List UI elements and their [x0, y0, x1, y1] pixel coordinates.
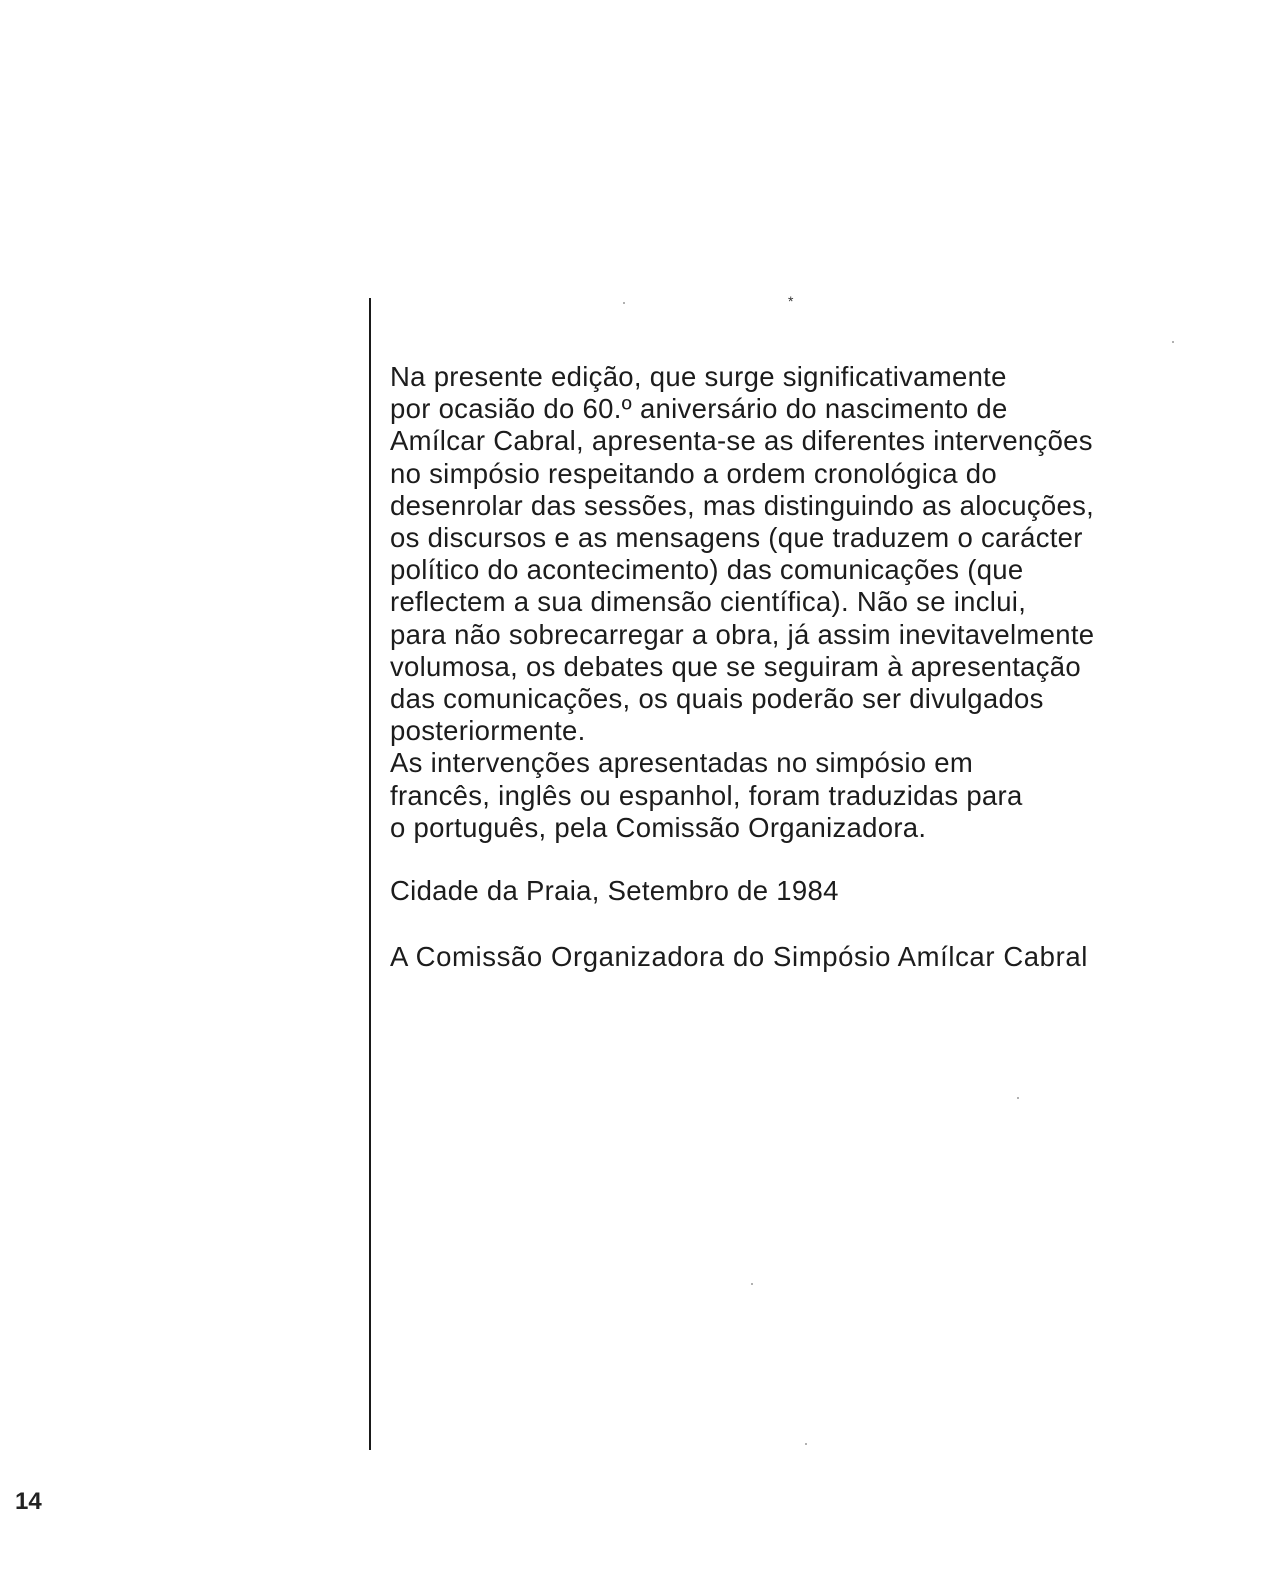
text-line: francês, inglês ou espanhol, foram traduzidas para: [390, 779, 1023, 811]
text-line: As intervenções apresentadas no simpósio em: [390, 747, 974, 779]
text-line: por ocasião do 60.º aniversário do nascimento de: [390, 393, 1008, 425]
scan-speck: [623, 302, 625, 304]
preface-paragraph: [390, 361, 1220, 844]
section-ornament: *: [788, 293, 794, 309]
text-line: o português, pela Comissão Organizadora.: [390, 811, 927, 843]
scan-speck: [1017, 1097, 1019, 1099]
text-line: das comunicações, os quais poderão ser divulgados: [390, 683, 1044, 715]
text-line: Amílcar Cabral, apresenta-se as diferentes intervenções: [390, 425, 1093, 457]
text-line: desenrolar das sessões, mas distinguindo as alocuções,: [390, 489, 1095, 521]
scan-speck: [805, 1443, 807, 1445]
text-line: posteriormente.: [390, 715, 586, 747]
signature-line: A Comissão Organizadora do Simpósio Amílcar Cabral: [390, 941, 1088, 972]
text-line: volumosa, os debates que se seguiram à apresentação: [390, 650, 1081, 682]
margin-rule: [369, 298, 371, 1450]
text-line: reflectem a sua dimensão científica). Não se inclui,: [390, 586, 1027, 618]
place-and-date: Cidade da Praia, Setembro de 1984: [390, 875, 839, 906]
text-line: os discursos e as mensagens (que traduzem o carácter: [390, 522, 1083, 554]
text-line: político do acontecimento) das comunicações (que: [390, 554, 1024, 586]
text-line: Na presente edição, que surge significativamente: [390, 361, 1007, 392]
text-line: para não sobrecarregar a obra, já assim inevitavelmente: [390, 618, 1095, 650]
scan-speck: [751, 1283, 753, 1285]
text-line: no simpósio respeitando a ordem cronológica do: [390, 457, 997, 489]
page-number: 14: [15, 1488, 42, 1515]
scan-speck: [1172, 341, 1174, 343]
